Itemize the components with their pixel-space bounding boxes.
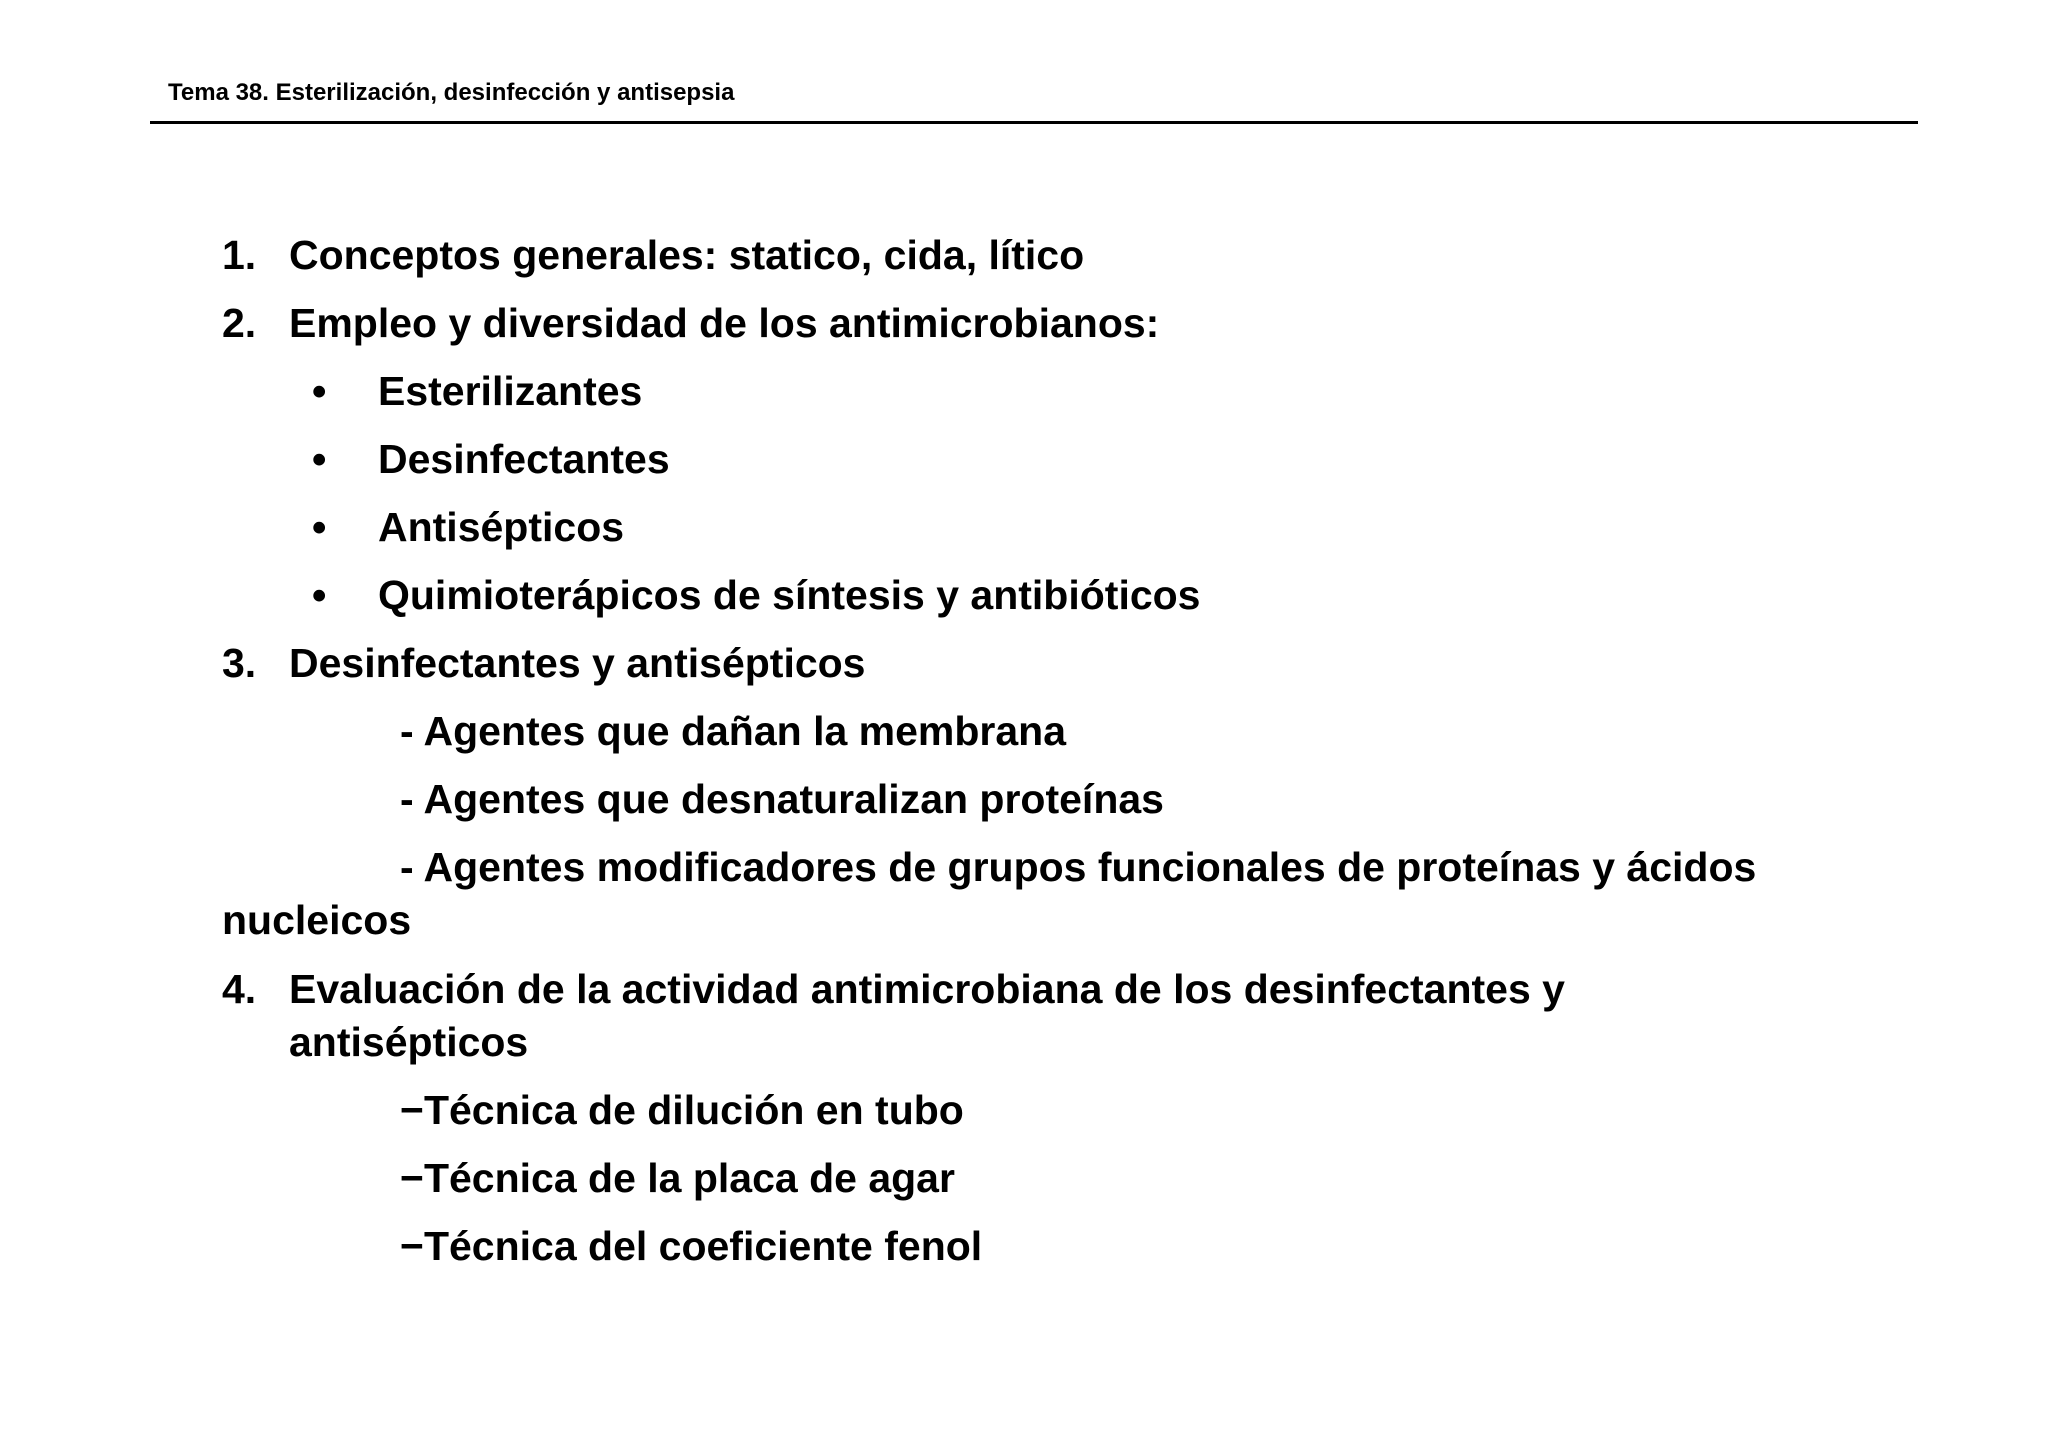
- outline-item-text: Empleo y diversidad de los antimicrobianos:: [289, 300, 1160, 346]
- outline-item-number: 4.: [222, 966, 257, 1012]
- header-divider: [150, 121, 1918, 124]
- bullet-text: Quimioterápicos de síntesis y antibióticos: [378, 572, 1201, 618]
- outline-item-text: Evaluación de la actividad antimicrobiana de los desinfectantes y: [289, 966, 1565, 1012]
- outline-item-text: antisépticos: [289, 1019, 529, 1065]
- sub-item-text: −Técnica de la placa de agar: [400, 1155, 955, 1201]
- sub-item-text: −Técnica de dilución en tubo: [400, 1087, 964, 1133]
- sub-item-text: - Agentes que dañan la membrana: [400, 708, 1067, 754]
- bullet-marker: •: [312, 368, 327, 414]
- bullet-marker: •: [312, 436, 327, 482]
- sub-item-text: - Agentes que desnaturalizan proteínas: [400, 776, 1164, 822]
- sub-item-text: - Agentes modificadores de grupos funcionales de proteínas y ácidos: [400, 844, 1757, 890]
- bullet-text: Desinfectantes: [378, 436, 670, 482]
- bullet-marker: •: [312, 572, 327, 618]
- outline-item-number: 2.: [222, 300, 257, 346]
- outline-item-number: 1.: [222, 232, 257, 278]
- outline-item-text: Desinfectantes y antisépticos: [289, 640, 866, 686]
- bullet-text: Esterilizantes: [378, 368, 643, 414]
- outline-item-text: Conceptos generales: statico, cida, lítico: [289, 232, 1085, 278]
- page-header-title: Tema 38. Esterilización, desinfección y antisepsia: [168, 79, 735, 106]
- outline-item-number: 3.: [222, 640, 257, 686]
- sub-item-text: −Técnica del coeficiente fenol: [400, 1223, 983, 1269]
- bullet-marker: •: [312, 504, 327, 550]
- bullet-text: Antisépticos: [378, 504, 625, 550]
- sub-item-text: nucleicos: [222, 897, 412, 943]
